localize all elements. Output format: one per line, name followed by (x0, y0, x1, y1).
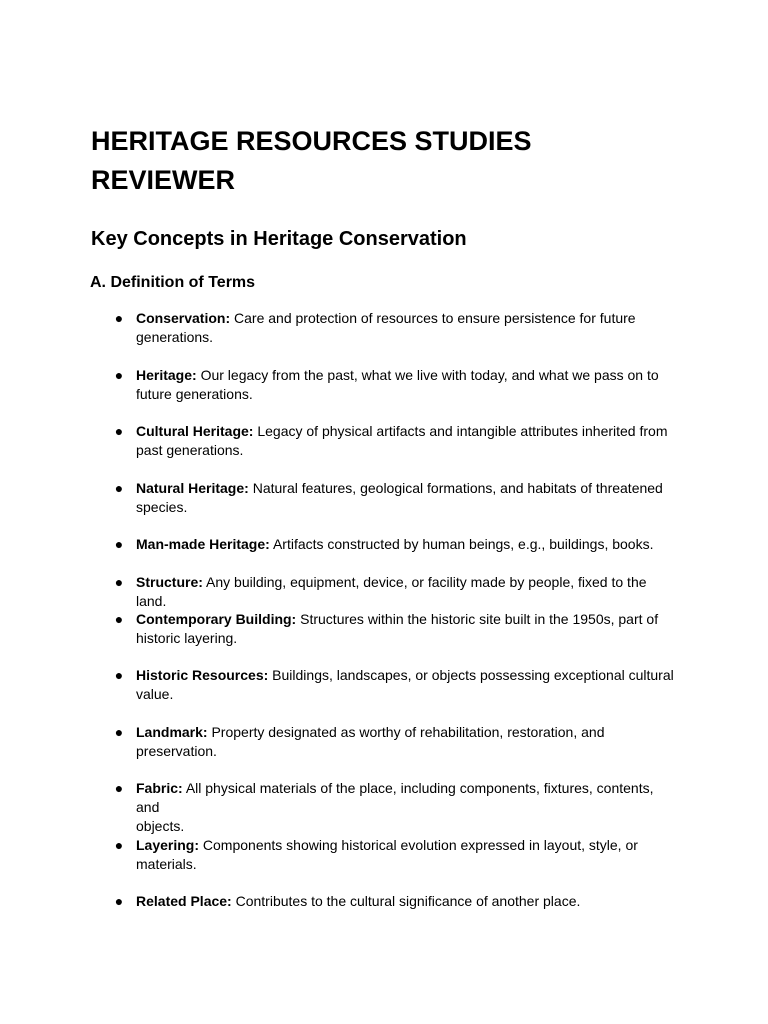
term-body (136, 836, 676, 874)
bullet-icon: ● (114, 893, 124, 909)
term-label: Structure: (136, 574, 203, 590)
term-definition: Our legacy from the past, what we live with today, and what we pass on to (200, 367, 659, 383)
term-label: Man-made Heritage: (136, 536, 270, 552)
term-body (136, 422, 676, 460)
term-label: Conservation: (136, 310, 231, 326)
term-body (136, 610, 676, 648)
document-title-line-2: REVIEWER (91, 165, 236, 195)
bullet-icon: ● (114, 423, 124, 439)
term-body (136, 723, 676, 761)
section-heading: Key Concepts in Heritage Conservation (91, 228, 467, 250)
term-label: Related Place: (136, 893, 232, 909)
term-definition: Any building, equipment, device, or facility made by people, fixed to the land. (136, 574, 647, 609)
term-label: Historic Resources: (136, 667, 269, 683)
term-body (136, 892, 676, 911)
term-definition: Structures within the historic site built in the 1950s, part of (300, 611, 659, 627)
bullet-icon: ● (114, 574, 124, 590)
bullet-icon: ● (114, 536, 124, 552)
bullet-icon: ● (114, 611, 124, 627)
term-definition-continued: preservation. (136, 743, 217, 759)
term-definition-continued: past generations. (136, 442, 244, 458)
term-definition: Artifacts constructed by human beings, e.g., buildings, books. (272, 536, 654, 552)
term-body (136, 309, 676, 347)
bullet-icon: ● (114, 724, 124, 740)
term-definition: Buildings, landscapes, or objects possessing exceptional cultural (272, 667, 674, 683)
term-definition-continued: materials. (136, 856, 197, 872)
term-definition: Natural features, geological formations, and habitats of threatened (252, 480, 663, 496)
bullet-icon: ● (114, 837, 124, 853)
term-body (136, 479, 676, 517)
term-definition: Legacy of physical artifacts and intangible attributes inherited from (257, 423, 668, 439)
bullet-icon: ● (114, 667, 124, 683)
bullet-icon: ● (114, 780, 124, 796)
term-definition-continued: generations. (136, 329, 214, 345)
term-definition-continued: historic layering. (136, 630, 238, 646)
bullet-icon: ● (114, 310, 124, 326)
term-body (136, 779, 676, 836)
term-definition-continued: species. (136, 499, 188, 515)
term-label: Cultural Heritage: (136, 423, 254, 439)
subsection-heading: A. Definition of Terms (90, 274, 256, 291)
term-body (136, 535, 676, 554)
term-label: Natural Heritage: (136, 480, 249, 496)
term-body (136, 573, 676, 611)
term-label: Layering: (136, 837, 200, 853)
term-definition: Components showing historical evolution expressed in layout, style, or (202, 837, 638, 853)
term-label: Landmark: (136, 724, 208, 740)
bullet-icon: ● (114, 367, 124, 383)
term-definition-continued: future generations. (136, 386, 253, 402)
term-definition: All physical materials of the place, including components, fixtures, contents, and (136, 780, 654, 815)
document-title (91, 122, 691, 200)
term-definition: Property designated as worthy of rehabilitation, restoration, and (211, 724, 605, 740)
term-body (136, 366, 676, 404)
term-label: Contemporary Building: (136, 611, 297, 627)
bullet-icon: ● (114, 480, 124, 496)
term-definition-continued: value. (136, 686, 174, 702)
term-definition: Care and protection of resources to ensure persistence for future (234, 310, 636, 326)
term-label: Heritage: (136, 367, 197, 383)
document-title-line-1: HERITAGE RESOURCES STUDIES (91, 126, 532, 156)
term-definition-continued: objects. (136, 818, 185, 834)
term-label: Fabric: (136, 780, 183, 796)
term-body (136, 666, 676, 704)
term-definition: Contributes to the cultural significance of another place. (235, 893, 581, 909)
